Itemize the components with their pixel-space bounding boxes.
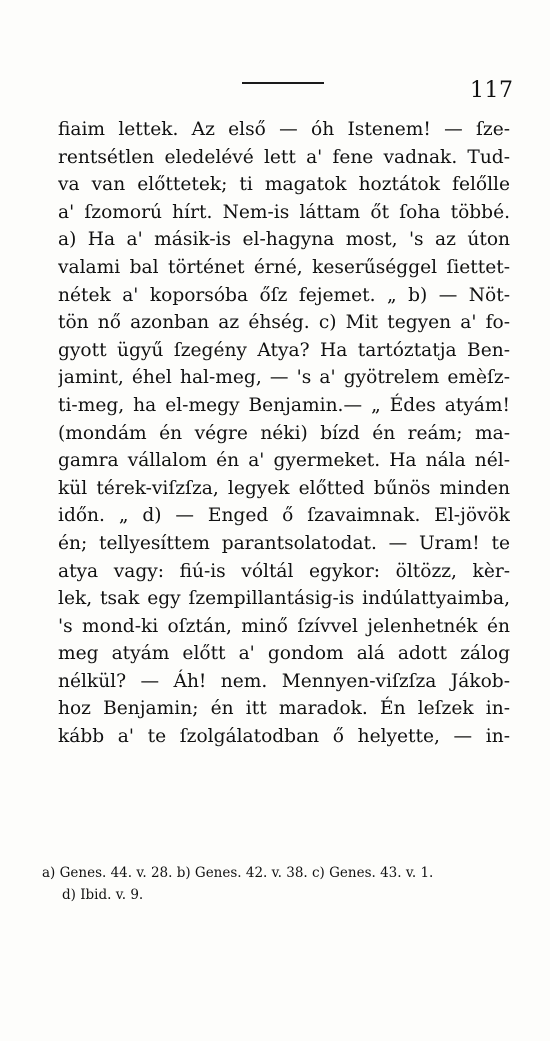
text-line: gyott ügyű ſzegény Atya? Ha tartóztatja Ben-	[58, 339, 510, 361]
text-line: jamint, éhel hal-meg, — 's a' gyötrelem emèſz-	[58, 367, 510, 389]
text-line: va van előttetek; ti magatok hoztátok felőlle	[58, 174, 510, 196]
text-line: atya vagy: fiú-is vóltál egykor: öltözz, kèr-	[58, 560, 510, 582]
text-line: nélkül? — Áh! nem. Mennyen-viſzſza Jákob-	[58, 670, 510, 692]
text-line: lek, tsak egy ſzempillantásig-is indúlattyaimba,	[58, 588, 510, 610]
text-line: ti-meg, ha el-megy Benjamin.— „ Édes atyám!	[58, 394, 510, 416]
header-rule	[242, 82, 324, 84]
text-line: valami bal történet érné, keserűséggel ſiettet-	[58, 256, 510, 278]
text-line: meg atyám előtt a' gondom alá adott zálog	[58, 643, 510, 665]
body-text	[58, 116, 510, 751]
page-number: 117	[470, 78, 514, 103]
text-line: fiaim lettek. Az első — óh Istenem! — ſze-	[58, 119, 510, 140]
text-line: időn. „ d) — Enged ő ſzavaimnak. El-jövök	[58, 505, 510, 527]
text-line: a' ſzomorú hírt. Nem-is láttam őt ſoha többé.	[58, 201, 510, 223]
text-line: hoz Benjamin; én itt maradok. Én leſzek in-	[58, 698, 510, 720]
text-line: (mondám én végre néki) bízd én reám; ma-	[58, 422, 510, 444]
footnote-line: a) Genes. 44. v. 28. b) Genes. 42. v. 38. c) Genes. 43. v. 1.	[42, 865, 434, 881]
text-line: kül térek-viſzſza, legyek előtted bűnös minden	[58, 477, 510, 499]
text-line: nétek a' koporsóba őſz fejemet. „ b) — Nöt-	[58, 284, 510, 306]
text-line: én; tellyesíttem parantsolatodat. — Uram! te	[58, 532, 510, 554]
text-line: gamra vállalom én a' gyermeket. Ha nála nél-	[58, 450, 510, 472]
footnotes	[42, 862, 512, 906]
text-line: tön nő azonban az éhség. c) Mit tegyen a' fo-	[58, 312, 510, 334]
text-line: rentsétlen eledelévé lett a' fene vadnak. Tud-	[58, 146, 510, 168]
text-line: kább a' te ſzolgálatodban ő helyette, — in-	[58, 726, 510, 748]
text-line: a) Ha a' másik-is el-hagyna most, 's az úton	[58, 229, 510, 251]
text-line: 's mond-ki oſztán, minő ſzívvel jelenhetnék én	[58, 615, 510, 637]
footnote-line: d) Ibid. v. 9.	[62, 887, 144, 903]
